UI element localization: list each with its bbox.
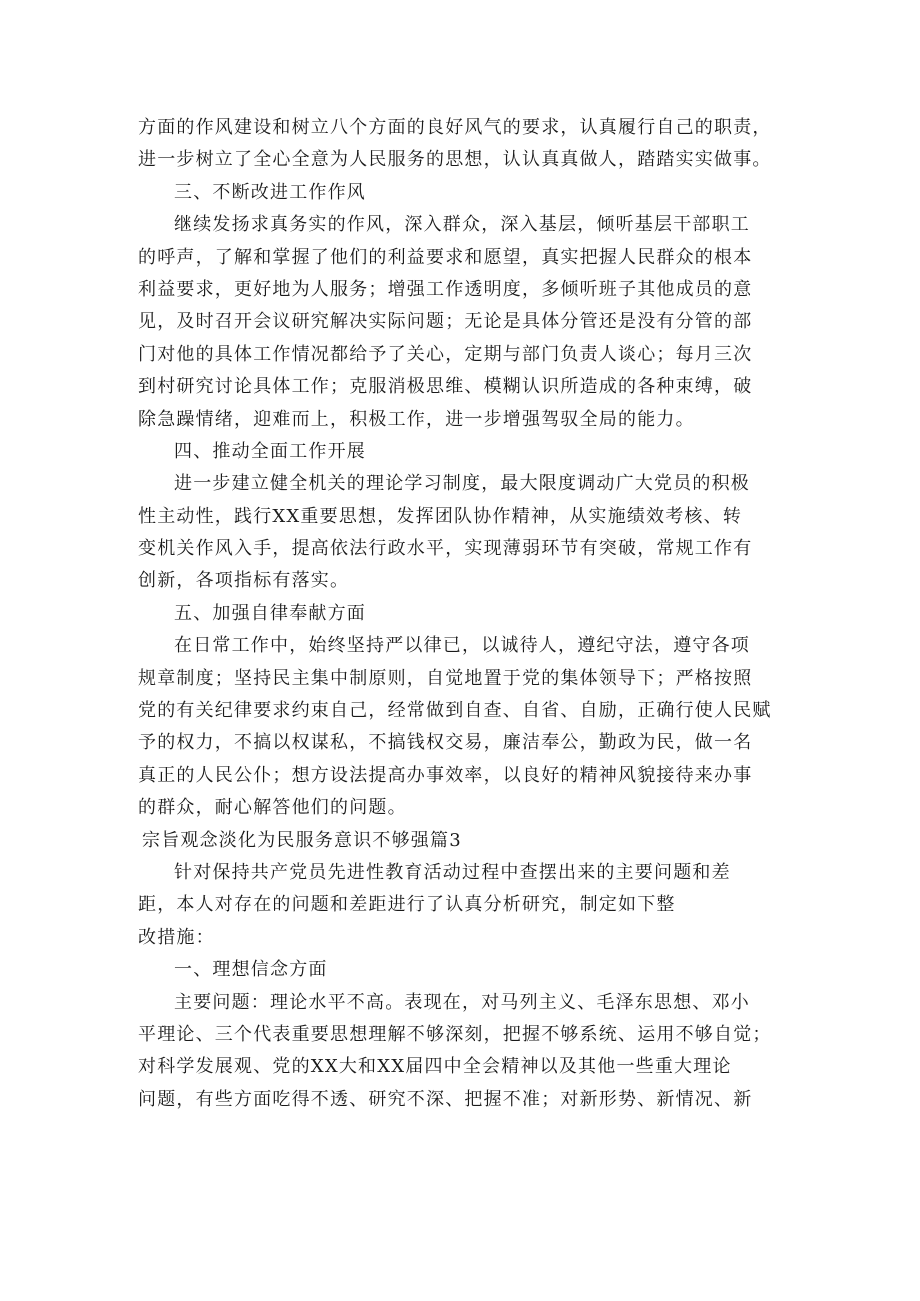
text-line: 利益要求，更好地为人服务；增强工作透明度，多倾听班子其他成员的意 bbox=[138, 278, 753, 300]
text-line: 的呼声，了解和掌握了他们的利益要求和愿望，真实把握人民群众的根本 bbox=[138, 246, 753, 268]
text-line: 继续发扬求真务实的作风，深入群众，深入基层，倾听基层干部职工 bbox=[174, 214, 750, 236]
section-heading: 四、推动全面工作开展 bbox=[174, 440, 366, 462]
text-line: 门对他的具体工作情况都给予了关心，定期与部门负责人谈心；每月三次 bbox=[138, 343, 753, 365]
text-line: 党的有关纪律要求约束自己，经常做到自查、自省、自励，正确行使人民赋 bbox=[138, 700, 772, 722]
text-line: 变机关作风入手，提高依法行政水平，实现薄弱环节有突破，常规工作有 bbox=[138, 538, 753, 560]
text-line: 平理论、三个代表重要思想理解不够深刻，把握不够系统、运用不够自觉； bbox=[138, 1023, 772, 1045]
section-heading: 五、加强自律奉献方面 bbox=[174, 602, 366, 624]
text-line: 的群众，耐心解答他们的问题。 bbox=[138, 797, 407, 819]
article-title: 宗旨观念淡化为民服务意识不够强篇3 bbox=[142, 829, 462, 851]
document-body bbox=[138, 112, 798, 1116]
text-line: 主要问题：理论水平不高。表现在，对马列主义、毛泽东思想、邓小 bbox=[174, 991, 750, 1013]
text-line: 除急躁情绪，迎难而上，积极工作，进一步增强驾驭全局的能力。 bbox=[138, 408, 695, 430]
text-line: 方面的作风建设和树立八个方面的良好风气的要求，认真履行自己的职责， bbox=[138, 117, 772, 138]
text-line: 性主动性，践行XX重要思想，发挥团队协作精神，从实施绩效考核、转 bbox=[138, 505, 743, 527]
text-line: 针对保持共产党员先进性教育活动过程中查摆出来的主要问题和差 bbox=[174, 861, 731, 883]
text-line: 距，本人对存在的问题和差距进行了认真分析研究，制定如下整 bbox=[138, 894, 676, 916]
text-line: 改措施： bbox=[138, 926, 215, 948]
text-line: 规章制度；坚持民主集中制原则，自觉地置于党的集体领导下；严格按照 bbox=[138, 667, 753, 689]
text-line: 进一步建立健全机关的理论学习制度，最大限度调动广大党员的积极 bbox=[174, 473, 750, 495]
text-line: 进一步树立了全心全意为人民服务的思想，认认真真做人，踏踏实实做事。 bbox=[138, 149, 772, 171]
text-line: 到村研究讨论具体工作；克服消极思维、模糊认识所造成的各种束缚，破 bbox=[138, 376, 753, 398]
text-line: 创新，各项指标有落实。 bbox=[138, 570, 350, 592]
text-line: 对科学发展观、党的XX大和XX届四中全会精神以及其他一些重大理论 bbox=[138, 1056, 732, 1078]
text-line: 见，及时召开会议研究解决实际问题；无论是具体分管还是没有分管的部 bbox=[138, 311, 753, 333]
text-line: 予的权力，不搞以权谋私，不搞钱权交易，廉洁奉公，勤政为民，做一名 bbox=[138, 732, 753, 754]
text-line: 真正的人民公仆；想方设法提高办事效率，以良好的精神风貌接待来办事 bbox=[138, 764, 753, 786]
section-heading: 三、不断改进工作作风 bbox=[174, 181, 366, 203]
text-line: 在日常工作中，始终坚持严以律已，以诚待人，遵纪守法，遵守各项 bbox=[174, 635, 750, 657]
section-heading: 一、理想信念方面 bbox=[174, 959, 328, 981]
text-line: 问题，有些方面吃得不透、研究不深、把握不准；对新形势、新情况、新 bbox=[138, 1088, 753, 1110]
